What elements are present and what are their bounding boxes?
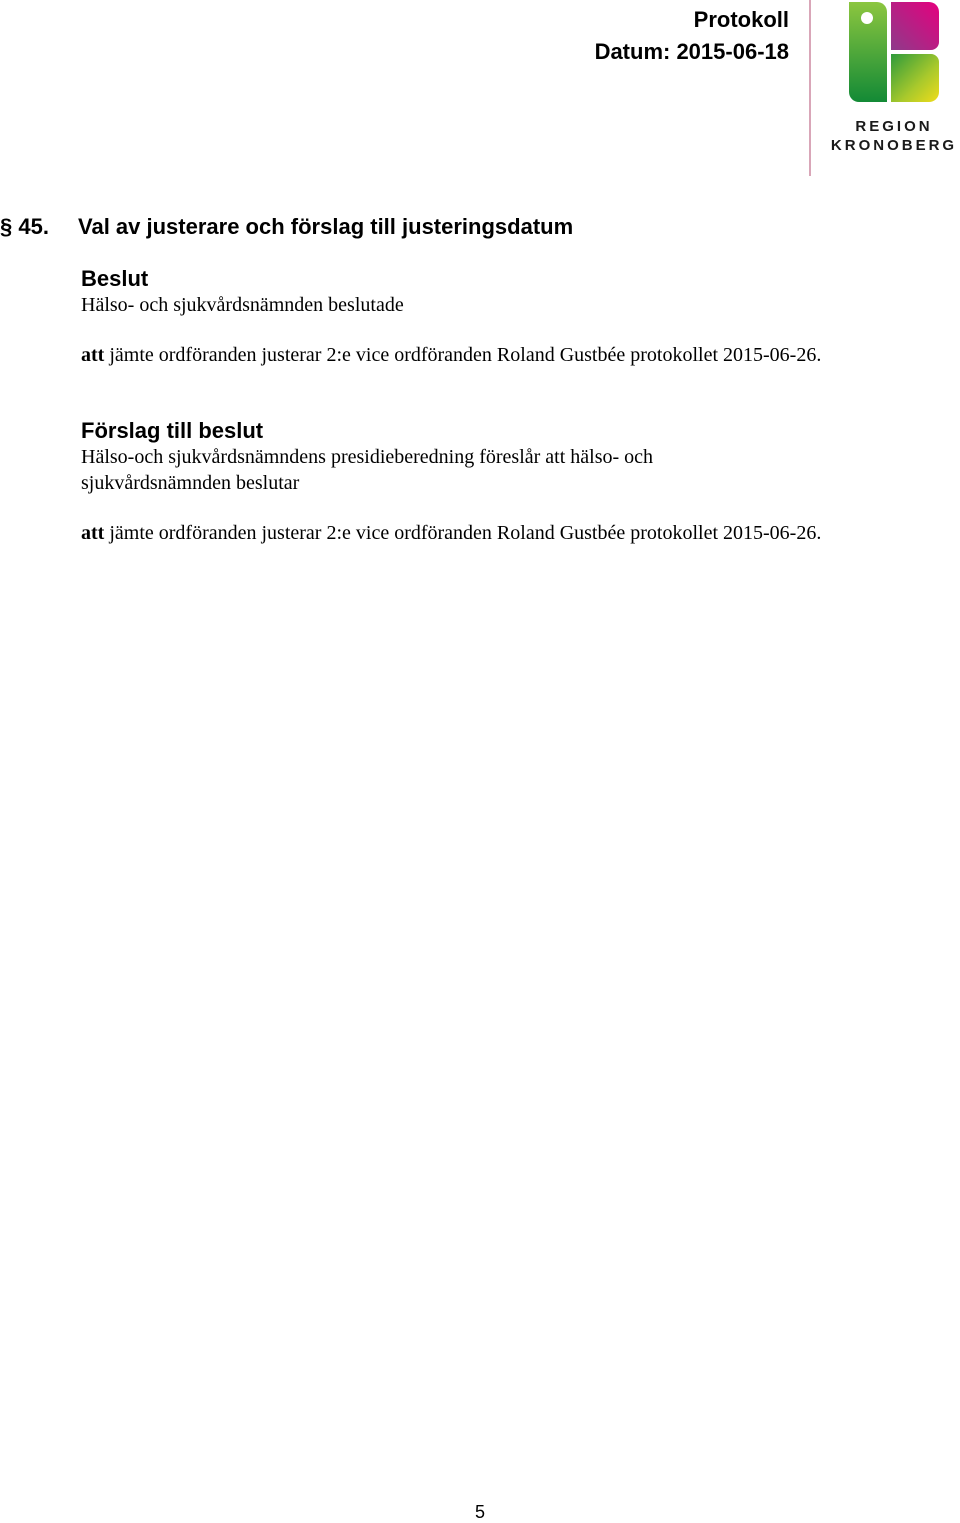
- beslut-paragraph: [81, 342, 881, 368]
- forslag-intro: Hälso-och sjukvårdsnämndens presidieberedning föreslår att hälso- och sjukvårdsnämnden beslutar: [81, 446, 654, 494]
- forslag-text: jämte ordföranden justerar 2:e vice ordföranden Roland Gustbée protokollet 2015-06-26.: [109, 522, 822, 544]
- document-date: Datum: 2015-06-18: [594, 39, 789, 64]
- document-type: Protokoll: [693, 7, 789, 32]
- forslag-block: [81, 418, 881, 546]
- beslut-block: [81, 266, 881, 368]
- header-divider: [809, 0, 811, 176]
- logo-wordmark: [828, 118, 960, 156]
- forslag-heading: Förslag till beslut: [81, 418, 264, 443]
- page-number: 5: [474, 1502, 485, 1522]
- header-block: [595, 6, 789, 66]
- beslut-text: jämte ordföranden justerar 2:e vice ordföranden Roland Gustbée protokollet 2015-06-26.: [109, 344, 822, 366]
- logo-bottom-leaf: [891, 54, 939, 102]
- forslag-att: att: [81, 522, 105, 544]
- forslag-paragraph: [81, 520, 881, 546]
- beslut-heading: Beslut: [81, 266, 149, 291]
- logo-top-leaf: [891, 2, 939, 50]
- section-heading: [0, 214, 573, 240]
- logo-text-region: REGION: [855, 118, 933, 135]
- logo-text-kronoberg: KRONOBERG: [830, 137, 958, 154]
- section-title: Val av justerare och förslag till justeringsdatum: [78, 214, 574, 239]
- beslut-att: att: [81, 344, 105, 366]
- beslut-intro: Hälso- och sjukvårdsnämnden beslutade: [81, 294, 404, 316]
- section-number: § 45.: [0, 214, 49, 239]
- logo-dot: [861, 12, 873, 24]
